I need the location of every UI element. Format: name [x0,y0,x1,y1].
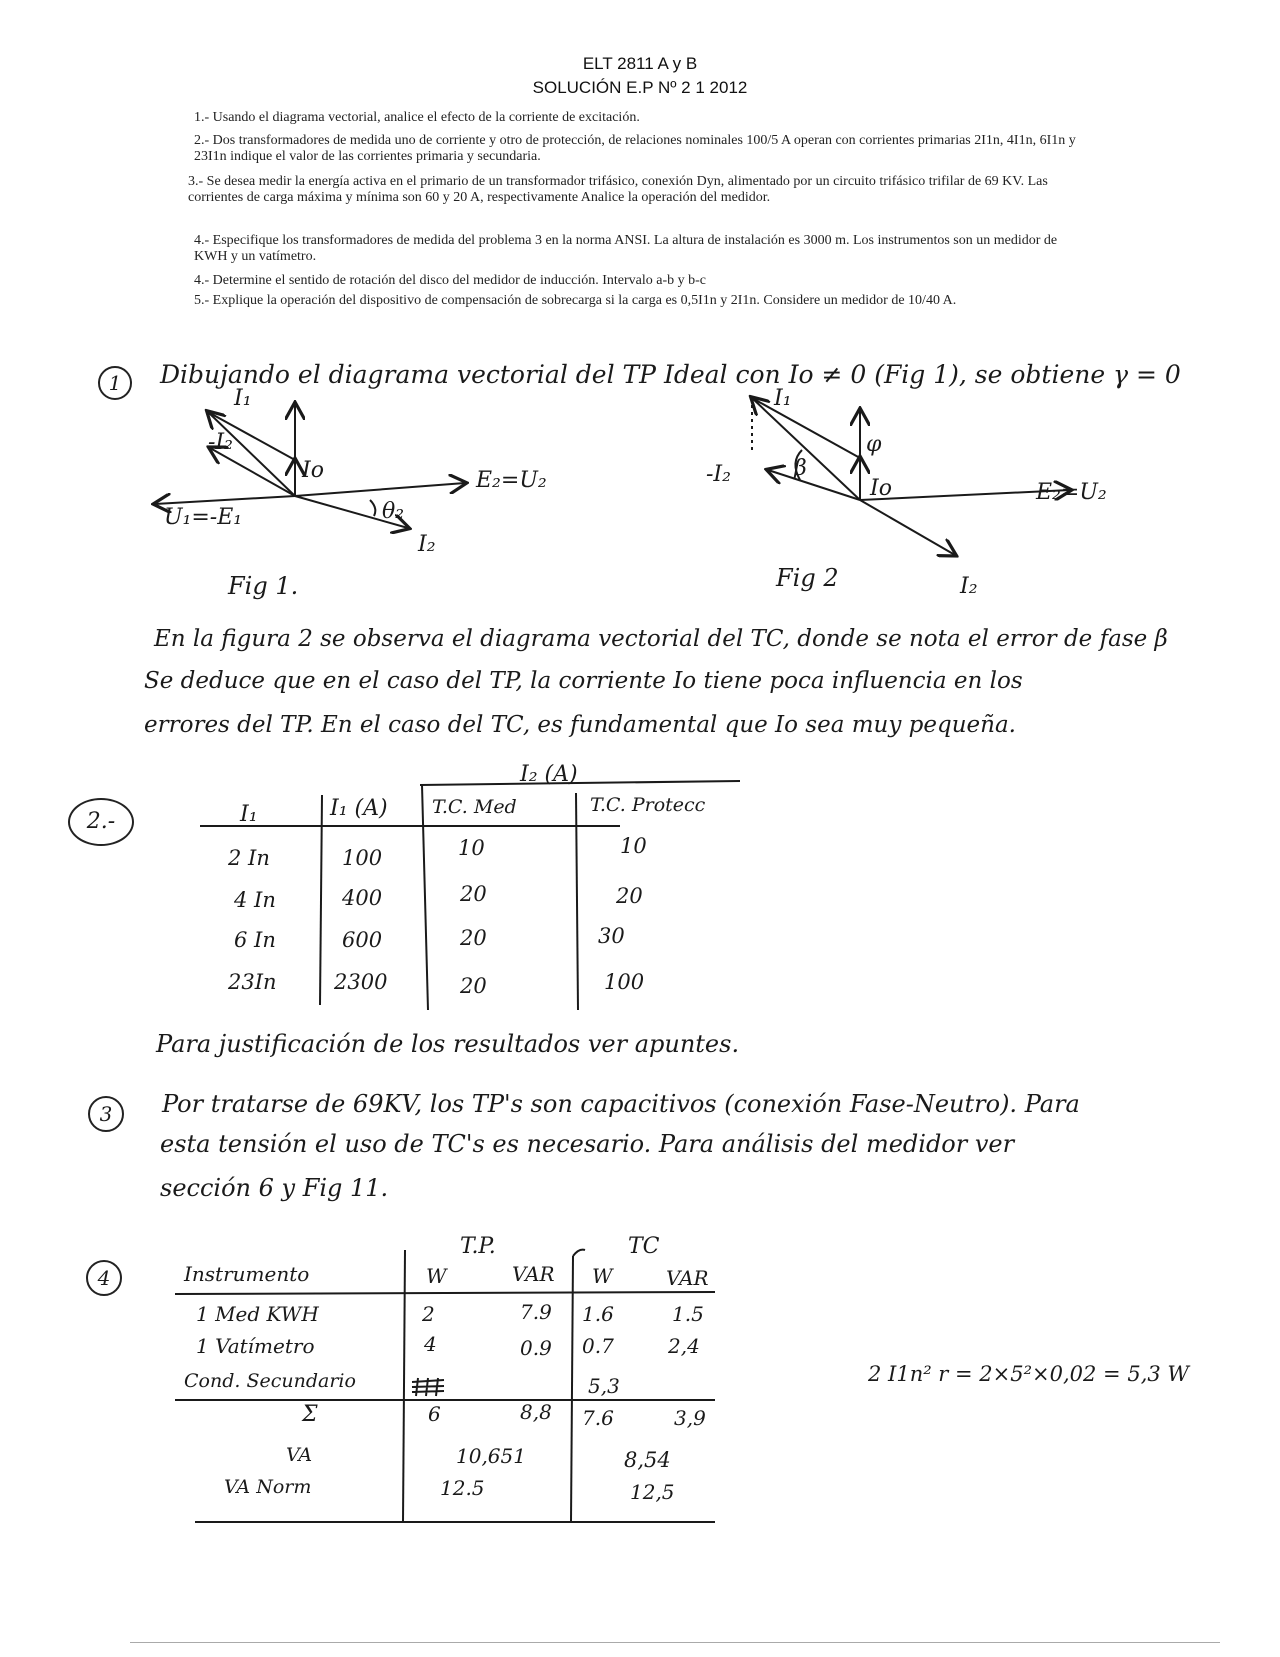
table2-header-i1a: I₁ (A) [330,796,388,821]
fig2-i2 [860,500,955,555]
table4-sum-label: Σ [302,1402,318,1427]
fig2-label-e2: E₂=U₂ [1036,480,1107,505]
table2-header-tc-prot: T.C. Protecc [590,794,706,816]
course-code: ELT 2811 A y B [582,54,698,73]
answer-3-line-2: esta tensión el uso de TC's es necesario. Para análisis del medidor ver [160,1130,1015,1158]
table2-r1-c3: 10 [458,836,485,860]
table4-group-tp: T.P. [460,1234,496,1259]
table2-r2-c3: 20 [460,882,487,906]
table2-r2-c1: 4 In [234,888,276,912]
table2-group-header: I₂ (A) [520,762,578,787]
fig2-label-phi: φ [866,432,882,457]
table4-vanorm-label: VA Norm [224,1476,312,1498]
question-4: 4.- Especifique los transformadores de medida del problema 3 en la norma ANSI. La altura de instalación es 3000 m. Los instrumentos son un medidor de KWH y un vatímetro. [194,233,1058,264]
fig2-label-i2: I₂ [960,574,978,599]
table4-r1-c1: 1 Med KWH [196,1302,319,1326]
answer-3-number: 3 [88,1096,124,1132]
answer-4-number: 4 [86,1260,122,1296]
fig1-label-io: Io [302,458,324,483]
document-title: SOLUCIÓN E.P Nº 2 1 2012 [532,78,748,97]
answer-1-para-3: errores del TP. En el caso del TC, es fundamental que Io sea muy pequeña. [144,712,1016,738]
answer-3-line-1: Por tratarse de 69KV, los TP's son capacitivos (conexión Fase-Neutro). Para [162,1090,1080,1118]
table4-header-tp-var: VAR [512,1262,555,1286]
table4-sum-tc-var: 3,9 [674,1406,706,1430]
table2-header-i1: I₁ [240,802,258,827]
table4-r1-c4: 1.6 [582,1302,614,1326]
table2-r3-c3: 20 [460,926,487,950]
fig1-label-u1: U₁=-E₁ [164,505,243,530]
answer-1-number: 1 [98,366,132,400]
table4-group-tc: TC [628,1234,660,1259]
table4-header-tc-w: W [592,1264,613,1288]
answer-1-para-1: En la figura 2 se observa el diagrama vectorial del TC, donde se nota el error de fase β [154,626,1168,652]
answer-1-intro: Dibujando el diagrama vectorial del TP Ideal con Io ≠ 0 (Fig 1), se obtiene γ = 0 [160,360,1181,389]
fig1-label-i2: I₂ [418,532,436,557]
table4-header-tc-var: VAR [666,1266,709,1290]
table4-vanorm-tp: 12.5 [440,1476,485,1500]
table2-r2-c4: 20 [616,884,643,908]
fig2-label-io: Io [870,476,892,501]
fig1-axis-left [155,496,295,504]
table4-sum-tp-var: 8,8 [520,1400,552,1424]
table2-r4-c4: 100 [604,970,645,994]
question-3: 3.- Se desea medir la energía activa en el primario de un transformador trifásico, conexión Dyn, alimentado por un circuito trifásico trifilar de 69 KV. Las corrientes de carga máxima y mínima son 60 y 20 A, respectivamente Analice la operación del medidor. [188,174,1048,205]
fig2-label-minus-i2: -I₂ [706,462,731,487]
answer-2-number: 2.- [68,798,134,846]
table4-sum-tp-w: 6 [428,1402,441,1426]
answer-3-line-3: sección 6 y Fig 11. [160,1174,389,1202]
table4-r2-c2: 4 [424,1332,437,1356]
table4-r2-c3: 0.9 [520,1336,552,1360]
fig2-minus-i2 [768,470,860,500]
table4-r3-c1: Cond. Secundario [184,1370,356,1392]
fig2-label-beta: β [794,456,807,481]
table4-r1-c5: 1.5 [672,1302,704,1326]
question-1: 1.- Usando el diagrama vectorial, analice el efecto de la corriente de excitación. [194,110,640,125]
table4-r1-c3: 7.9 [520,1300,552,1324]
table2-r4-c1: 23In [228,970,277,994]
answer-1-para-2: Se deduce que en el caso del TP, la corriente Io tiene poca influencia en los [144,668,1023,694]
fig1-label-minus-i2: -I₂ [208,430,233,455]
table4-va-tp: 10,651 [456,1444,526,1468]
table2-r1-c2: 100 [342,846,383,870]
table4-header-tp-w: W [426,1264,447,1288]
table2-r1-c4: 10 [620,834,647,858]
scribble-icon [410,1376,446,1398]
table4-r2-c4: 0.7 [582,1334,614,1358]
page-footer-line [130,1642,1220,1643]
table4-va-label: VA [286,1444,313,1466]
table2-r4-c3: 20 [460,974,487,998]
fig1-label-e2: E₂=U₂ [476,468,547,493]
table2-r1-c1: 2 In [228,846,270,870]
table4-r3-c4: 5,3 [588,1374,620,1398]
table2-r3-c2: 600 [342,928,383,952]
table4-r2-c1: 1 Vatímetro [196,1334,315,1358]
question-2: 2.- Dos transformadores de medida uno de corriente y otro de protección, de relaciones nominales 100/5 A operan con corrientes primarias 2I1n, 4I1n, 6I1n y 23I1n indique el valor de las corrientes primaria y secundaria. [194,133,1076,164]
table4-r2-c5: 2,4 [668,1334,700,1358]
table2-header-tc-med: T.C. Med [432,796,517,818]
table4-header-instrumento: Instrumento [184,1262,310,1286]
table2-r3-c1: 6 In [234,928,276,952]
question-4b: 4.- Determine el sentido de rotación del disco del medidor de inducción. Intervalo a-b y b-c [194,273,706,288]
table4-r1-c2: 2 [422,1302,435,1326]
table4-sum-tc-w: 7.6 [582,1406,614,1430]
answer-4-formula: 2 I1n² r = 2×5²×0,02 = 5,3 W [868,1362,1189,1386]
fig1-axis-right [295,483,465,496]
table4-vanorm-tc: 12,5 [630,1480,675,1504]
fig1-label-i1: I₁ [234,386,252,411]
table2-r2-c2: 400 [342,886,383,910]
fig1-caption: Fig 1. [228,572,299,600]
table4-va-tc: 8,54 [624,1448,671,1472]
question-5: 5.- Explique la operación del dispositivo de compensación de sobrecarga si la carga es 0,5I1n y 2I1n. Considere un medidor de 10/40 A. [194,293,957,308]
answer-2-note: Para justificación de los resultados ver apuntes. [156,1030,740,1058]
table2-r3-c4: 30 [598,924,625,948]
fig2-label-i1: I₁ [774,386,792,411]
fig2-caption: Fig 2 [776,564,839,592]
fig1-label-theta: θ₂ [382,499,405,524]
table2-r4-c2: 2300 [334,970,388,994]
fig1-theta-arc [370,500,375,516]
